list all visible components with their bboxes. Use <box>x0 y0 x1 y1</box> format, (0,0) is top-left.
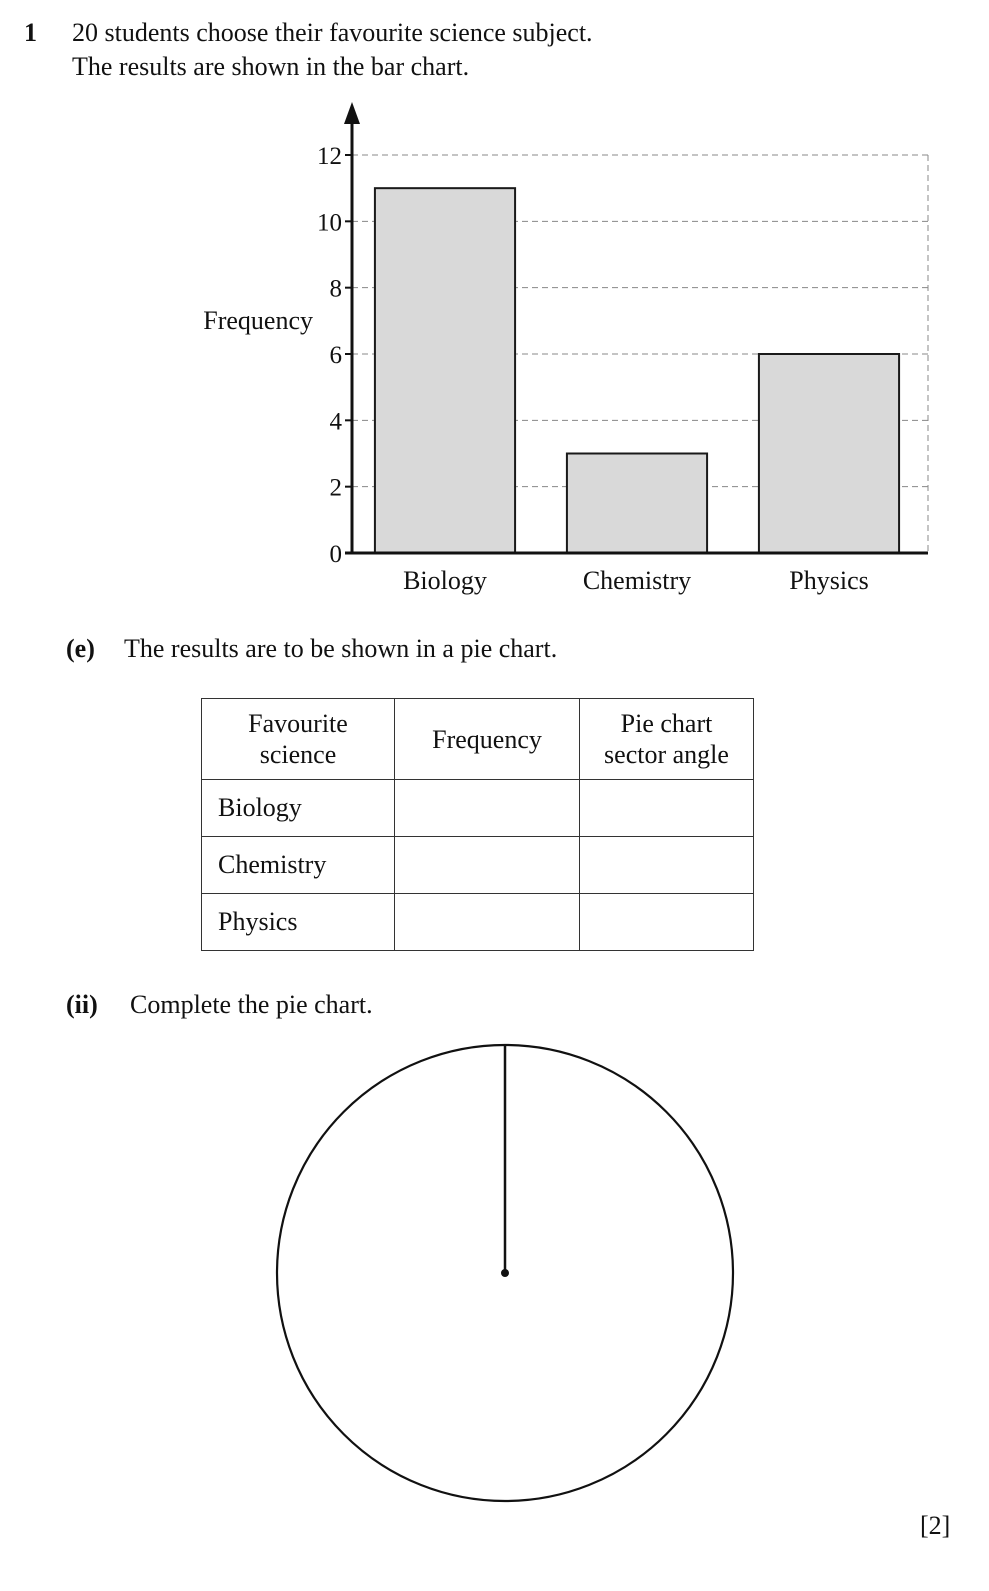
y-tick-label: 8 <box>329 275 342 303</box>
y-ticks <box>317 143 352 568</box>
question-number: 1 <box>24 18 37 47</box>
pie-centre-dot <box>501 1269 509 1277</box>
part-ii-text: Complete the pie chart. <box>130 990 373 1019</box>
header-favourite-science <box>202 699 395 780</box>
part-ii-label: (ii) <box>66 990 98 1019</box>
subject-cell: Biology <box>202 780 395 837</box>
x-tick-label: Physics <box>789 566 869 595</box>
angle-answer-cell[interactable] <box>580 894 754 951</box>
bar-chart <box>0 0 989 620</box>
y-tick-label: 10 <box>317 209 342 237</box>
marks-indicator: [2] <box>920 1511 951 1540</box>
bars <box>375 188 899 553</box>
bar-physics <box>759 354 899 553</box>
y-axis-arrow <box>344 102 360 124</box>
angle-answer-cell[interactable] <box>580 837 754 894</box>
y-tick-label: 6 <box>329 342 342 369</box>
header-text: science <box>259 740 337 769</box>
pie-circle <box>277 1045 733 1501</box>
question-text-line1: 20 students choose their favourite science subject. <box>72 18 593 47</box>
bar-biology <box>375 188 515 553</box>
table-row <box>202 837 754 894</box>
header-text: Favourite <box>248 709 348 738</box>
header-text: Pie chart <box>620 709 713 738</box>
y-tick-label: 2 <box>329 474 342 502</box>
y-tick-label: 0 <box>329 541 342 568</box>
x-tick-labels <box>403 566 869 595</box>
part-e-label: (e) <box>66 634 95 663</box>
results-table <box>201 698 754 951</box>
header-sector-angle <box>580 699 754 780</box>
frequency-answer-cell[interactable] <box>395 894 580 951</box>
subject-cell: Physics <box>202 894 395 951</box>
y-tick-label: 4 <box>329 408 342 436</box>
table-row <box>202 780 754 837</box>
question-text-line2: The results are shown in the bar chart. <box>72 52 470 81</box>
frequency-answer-cell[interactable] <box>395 780 580 837</box>
subject-cell: Chemistry <box>202 837 395 894</box>
angle-answer-cell[interactable] <box>580 780 754 837</box>
table-header-row <box>202 699 754 780</box>
bar-chemistry <box>567 454 707 554</box>
x-tick-label: Biology <box>403 566 487 595</box>
y-tick-label: 12 <box>317 143 342 170</box>
y-axis-label: Frequency <box>203 306 313 335</box>
part-e-text: The results are to be shown in a pie chart. <box>124 634 558 663</box>
x-tick-label: Chemistry <box>582 566 692 595</box>
frequency-answer-cell[interactable] <box>395 837 580 894</box>
table-row <box>202 894 754 951</box>
header-frequency: Frequency <box>395 699 580 780</box>
header-text: sector angle <box>604 740 729 769</box>
